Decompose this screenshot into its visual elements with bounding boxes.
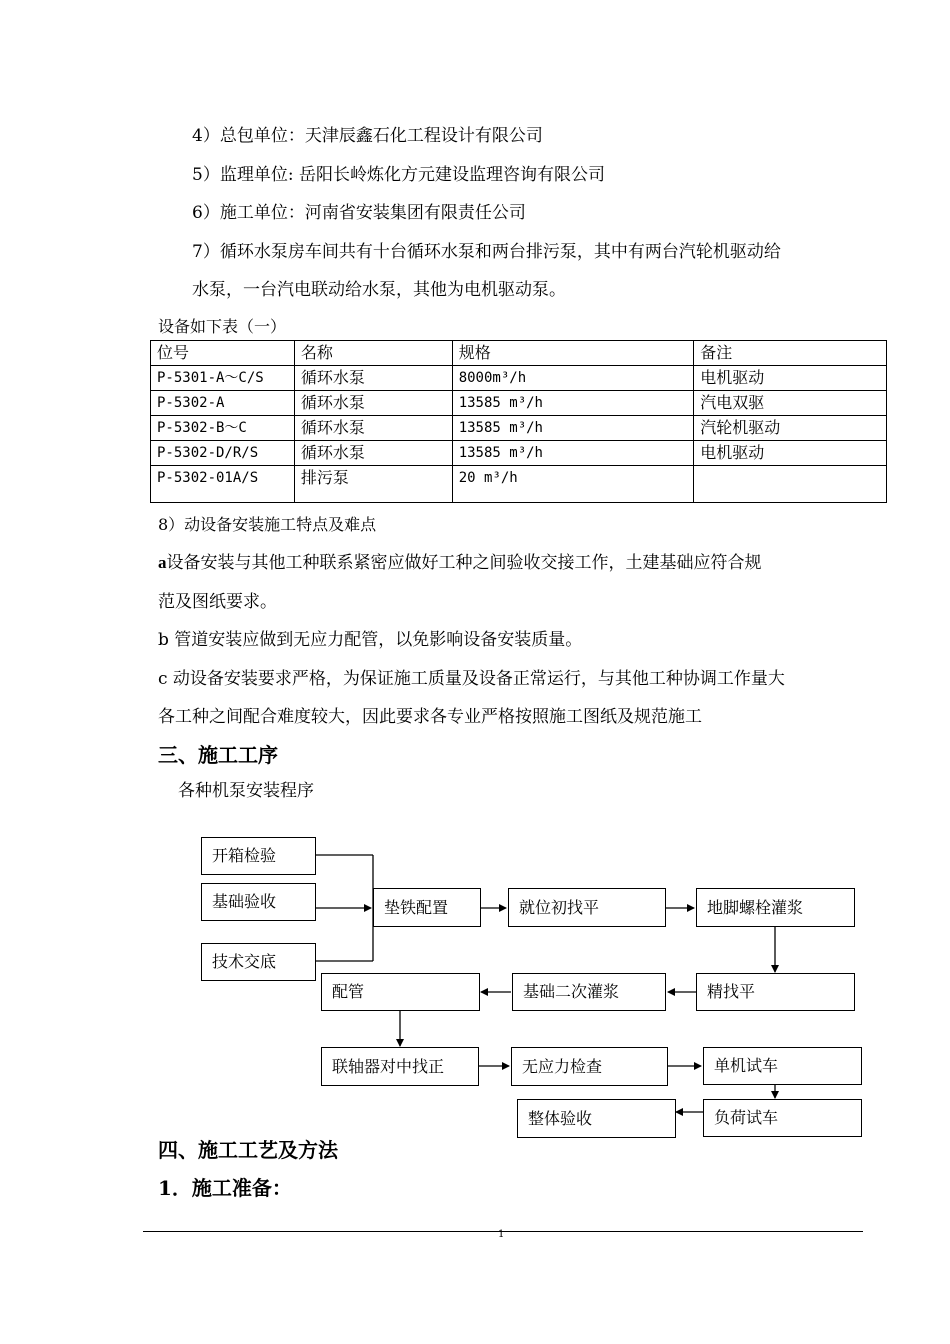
flow-box-final-accept: 整体验收 bbox=[517, 1099, 676, 1138]
table-cell: 电机驱动 bbox=[694, 366, 887, 391]
flow-box-initial-level: 就位初找平 bbox=[508, 888, 666, 927]
section-4-heading: 四、施工工艺及方法 bbox=[158, 1138, 338, 1162]
features-title: 8）动设备安装施工特点及难点 bbox=[158, 515, 377, 534]
flow-box-piping: 配管 bbox=[321, 973, 480, 1011]
section-3-heading: 三、施工工序 bbox=[158, 743, 278, 767]
intro-item-4: 4）总包单位：天津辰鑫石化工程设计有限公司 bbox=[192, 126, 543, 146]
flow-box-fine-level: 精找平 bbox=[696, 973, 855, 1011]
flow-box-anchor-grout: 地脚螺栓灌浆 bbox=[696, 888, 855, 927]
table-header: 规格 bbox=[452, 341, 694, 366]
table-cell: P-5302-A bbox=[151, 391, 295, 416]
table-cell: 汽轮机驱动 bbox=[694, 416, 887, 441]
flow-box-shim: 垫铁配置 bbox=[373, 888, 481, 927]
table-cell: 循环水泵 bbox=[294, 441, 452, 466]
intro-item-7-line1: 7）循环水泵房车间共有十台循环水泵和两台排污泵，其中有两台汽轮机驱动给 bbox=[192, 242, 781, 262]
flow-box-tech-brief: 技术交底 bbox=[201, 943, 316, 981]
flow-box-foundation-accept: 基础验收 bbox=[201, 883, 316, 921]
table-cell: 排污泵 bbox=[294, 466, 452, 503]
table-cell: 8000m³/h bbox=[452, 366, 694, 391]
section-4-sub-1: 1．施工准备： bbox=[158, 1176, 292, 1200]
table-cell: 循环水泵 bbox=[294, 416, 452, 441]
table-cell: 13585 m³/h bbox=[452, 416, 694, 441]
page-number: 1 bbox=[498, 1229, 505, 1240]
intro-item-6: 6）施工单位：河南省安装集团有限责任公司 bbox=[192, 203, 526, 223]
table-header: 名称 bbox=[294, 341, 452, 366]
flow-box-stress-check: 无应力检查 bbox=[511, 1047, 668, 1086]
feature-a-line2: 范及图纸要求。 bbox=[158, 592, 277, 612]
table-cell: 20 m³/h bbox=[452, 466, 694, 503]
table-header: 位号 bbox=[151, 341, 295, 366]
feature-b-line: b 管道安装应做到无应力配管，以免影响设备安装质量。 bbox=[158, 630, 583, 650]
table-cell: 电机驱动 bbox=[694, 441, 887, 466]
table-header: 备注 bbox=[694, 341, 887, 366]
flow-box-unpack: 开箱检验 bbox=[201, 837, 316, 875]
intro-item-7-line2: 水泵，一台汽电联动给水泵，其他为电机驱动泵。 bbox=[192, 280, 566, 300]
flow-box-single-test: 单机试车 bbox=[703, 1047, 862, 1085]
feature-c-line2: 各工种之间配合难度较大，因此要求各专业严格按照施工图纸及规范施工 bbox=[158, 707, 702, 727]
table-cell: 汽电双驱 bbox=[694, 391, 887, 416]
table-cell: P-5301-A～C/S bbox=[151, 366, 295, 391]
table-cell: 13585 m³/h bbox=[452, 441, 694, 466]
table-cell: P-5302-B～C bbox=[151, 416, 295, 441]
table-cell: 循环水泵 bbox=[294, 366, 452, 391]
flow-box-load-test: 负荷试车 bbox=[703, 1099, 862, 1137]
table-cell: 13585 m³/h bbox=[452, 391, 694, 416]
feature-a-text: 设备安装与其他工种联系紧密应做好工种之间验收交接工作，土建基础应符合规 bbox=[166, 553, 762, 573]
flow-box-coupling-align: 联轴器对中找正 bbox=[321, 1047, 479, 1086]
feature-a-label: a bbox=[158, 553, 167, 572]
table-cell: 循环水泵 bbox=[294, 391, 452, 416]
flow-box-second-grout: 基础二次灌浆 bbox=[512, 973, 666, 1011]
table-caption: 设备如下表（一） bbox=[158, 317, 287, 336]
table-cell: P-5302-D/R/S bbox=[151, 441, 295, 466]
intro-item-5: 5）监理单位: 岳阳长岭炼化方元建设监理咨询有限公司 bbox=[192, 165, 605, 185]
section-3-subtitle: 各种机泵安装程序 bbox=[178, 781, 314, 801]
table-cell: P-5302-01A/S bbox=[151, 466, 295, 503]
feature-c-line1: c 动设备安装要求严格，为保证施工质量及设备正常运行，与其他工种协调工作量大 bbox=[158, 669, 785, 689]
